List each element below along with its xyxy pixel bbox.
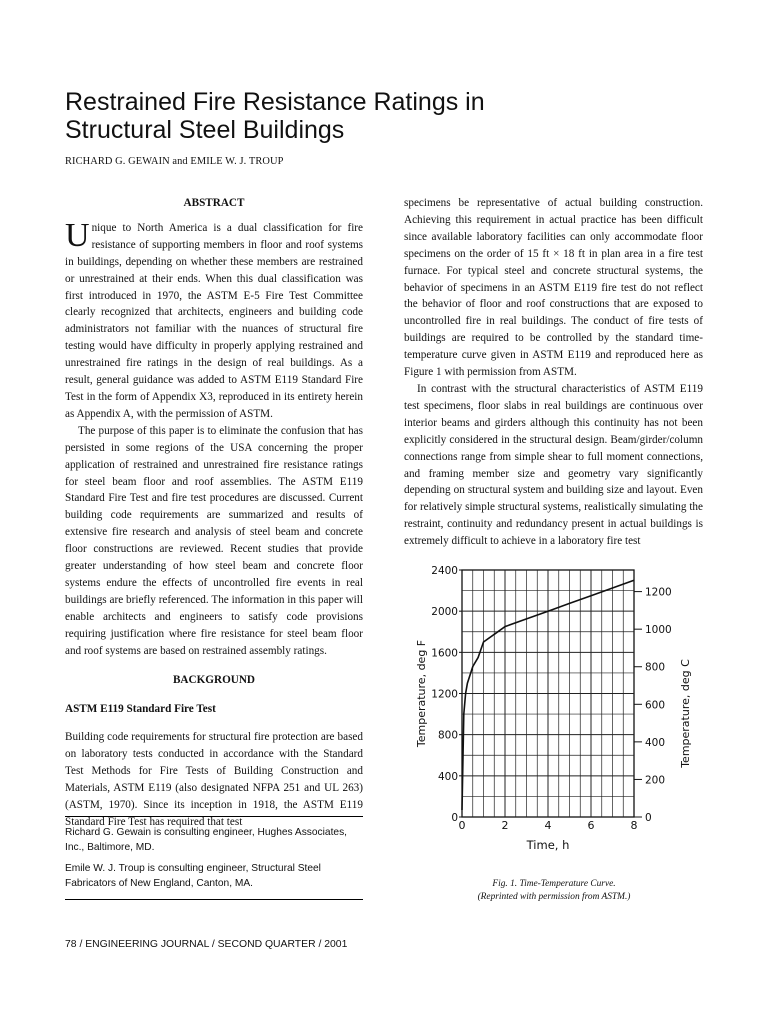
- y2-axis-label: Temperature, deg C: [679, 659, 692, 768]
- x-tick-label: 0: [458, 819, 466, 832]
- drop-cap: U: [65, 216, 90, 254]
- time-temperature-figure: [405, 555, 705, 873]
- x-tick-label: 8: [630, 819, 638, 832]
- y2-tick-label: 600: [645, 699, 666, 712]
- right-paragraph-2: In contrast with the structural characteristics of ASTM E119 test specimens, floor slabs in real buildings are continuous over interior beams and girders although this continuity has not been explicitly considered in the structural design. Beam/girder/column connections range from simple shear to full moment connections, and framing member size and geometry vary significantly depending on structural system and building size and layout. Even for relatively simple structural systems, realistically simulating the restraint, continuity and redundancy present in actual buildings is extremely difficult to achieve in a laboratory fire test: [404, 382, 703, 548]
- y-tick-label: 2400: [431, 565, 458, 577]
- right-column: [404, 195, 703, 550]
- background-paragraph-1: Building code requirements for structural fire protection are based on laboratory tests conducted in accordance with the Standard Test Methods for Fire Tests of Building Construction and Materials, ASTM E119 (also designated NFPA 251 and UL 263) (ASTM, 1970). Since its inception in 1918, the ASTM E119 Standard Fire Test has required that test: [65, 731, 363, 828]
- y-axis-label: Temperature, deg F: [415, 639, 428, 748]
- time-temperature-chart: [405, 555, 705, 873]
- abstract-paragraph-1-text: nique to North America is a dual classification for fire resistance of supporting members in floor and roof systems in buildings, depending on whether these members are restrained or unrestrained at their ends. When this dual classification was first introduced in 1970, the ASTM E-5 Fire Test Committee clearly recognized that architects, engineers and building code administrators not familiar with the nuances of structural fire testing would have difficulty in properly applying restrained and unrestrained fire ratings in the design of real buildings. As a result, general guidance was added to ASTM E119 Standard Fire Test in the form of Appendix X3, reproduced in its entirety herein as Appendix A, with the permission of ASTM.: [65, 221, 363, 420]
- y-tick-label: 1200: [431, 688, 458, 701]
- abstract-heading: ABSTRACT: [183, 197, 245, 209]
- astm-e119-subheading: ASTM E119 Standard Fire Test: [65, 703, 216, 716]
- y2-tick-label: 1000: [645, 624, 672, 637]
- paper-title: [65, 88, 705, 144]
- y-tick-label: 1600: [431, 647, 458, 660]
- abstract-paragraph-2: The purpose of this paper is to eliminate the confusion that has persisted in some regions of the USA concerning the proper application of restrained and unrestrained fire resistance ratings for steel beam floor and roof assemblies. The ASTM E119 Standard Fire Test and fire test procedures are discussed. Current building code requirements are summarized and results of extensive fire research and analysis of steel beam and concrete floor constructions are reviewed. Recent studies that provide greater understanding of how steel beam and concrete floor systems endure the effects of uncontrolled fire events in real buildings are briefly referenced. The information in this paper will enable architects and engineers to satisfy code provisions requiring justification where fire resistance for steel beam floor and roof systems are based on restrained assembly ratings.: [65, 424, 363, 657]
- title-line-2: Structural Steel Buildings: [65, 116, 345, 144]
- abstract-paragraph-1: [65, 216, 363, 423]
- footnote-troup: Emile W. J. Troup is consulting engineer, Structural Steel Fabricators of New England, Canton, MA.: [65, 863, 321, 890]
- background-heading: BACKGROUND: [172, 674, 256, 687]
- footnote-rule: [65, 816, 363, 817]
- left-column: [65, 195, 363, 831]
- y2-tick-label: 400: [645, 736, 666, 749]
- authors: RICHARD G. GEWAIN and EMILE W. J. TROUP: [65, 156, 284, 167]
- right-paragraph-1: specimens be representative of actual building construction. Achieving this requirement in actual practice has been difficult since available laboratory facilities can only accommodate floor specimens on the order of 15 ft × 18 ft in plan area in a fire test furnace. For typical steel and concrete structural systems, the behavior of specimens in an ASTM E119 fire test do not reflect the behavior of floor and roof constructions that are exposed to uncontrolled fire in real buildings. The conduct of fire tests of buildings are required to be controlled by the standard time-temperature curve given in ASTM E119 and reproduced here as Figure 1 with permission from ASTM.: [404, 197, 703, 379]
- y2-tick-label: 1200: [645, 586, 672, 599]
- figure-caption: [404, 878, 704, 904]
- x-tick-label: 6: [587, 819, 595, 832]
- figure-caption-line-1: Fig. 1. Time-Temperature Curve.: [492, 879, 616, 889]
- y-tick-label: 400: [437, 770, 458, 783]
- x-axis-label: Time, h: [526, 838, 570, 852]
- y2-tick-label: 0: [645, 812, 652, 824]
- figure-caption-line-2: (Reprinted with permission from ASTM.): [477, 892, 631, 902]
- y2-tick-label: 800: [645, 661, 666, 674]
- y2-tick-label: 200: [645, 774, 666, 787]
- chart-grid: [462, 570, 634, 817]
- y-tick-label: 0: [451, 812, 458, 824]
- page-footer: 78 / ENGINEERING JOURNAL / SECOND QUARTER / 2001: [65, 939, 348, 950]
- y-tick-label: 800: [437, 729, 458, 742]
- y-tick-label: 2000: [431, 606, 458, 619]
- bottom-rule: [65, 899, 363, 900]
- title-line-1: Restrained Fire Resistance Ratings in: [65, 88, 485, 116]
- x-tick-label: 2: [501, 819, 509, 832]
- footnote-gewain: Richard G. Gewain is consulting engineer, Hughes Associates, Inc., Baltimore, MD.: [65, 827, 348, 854]
- x-tick-label: 4: [544, 819, 552, 832]
